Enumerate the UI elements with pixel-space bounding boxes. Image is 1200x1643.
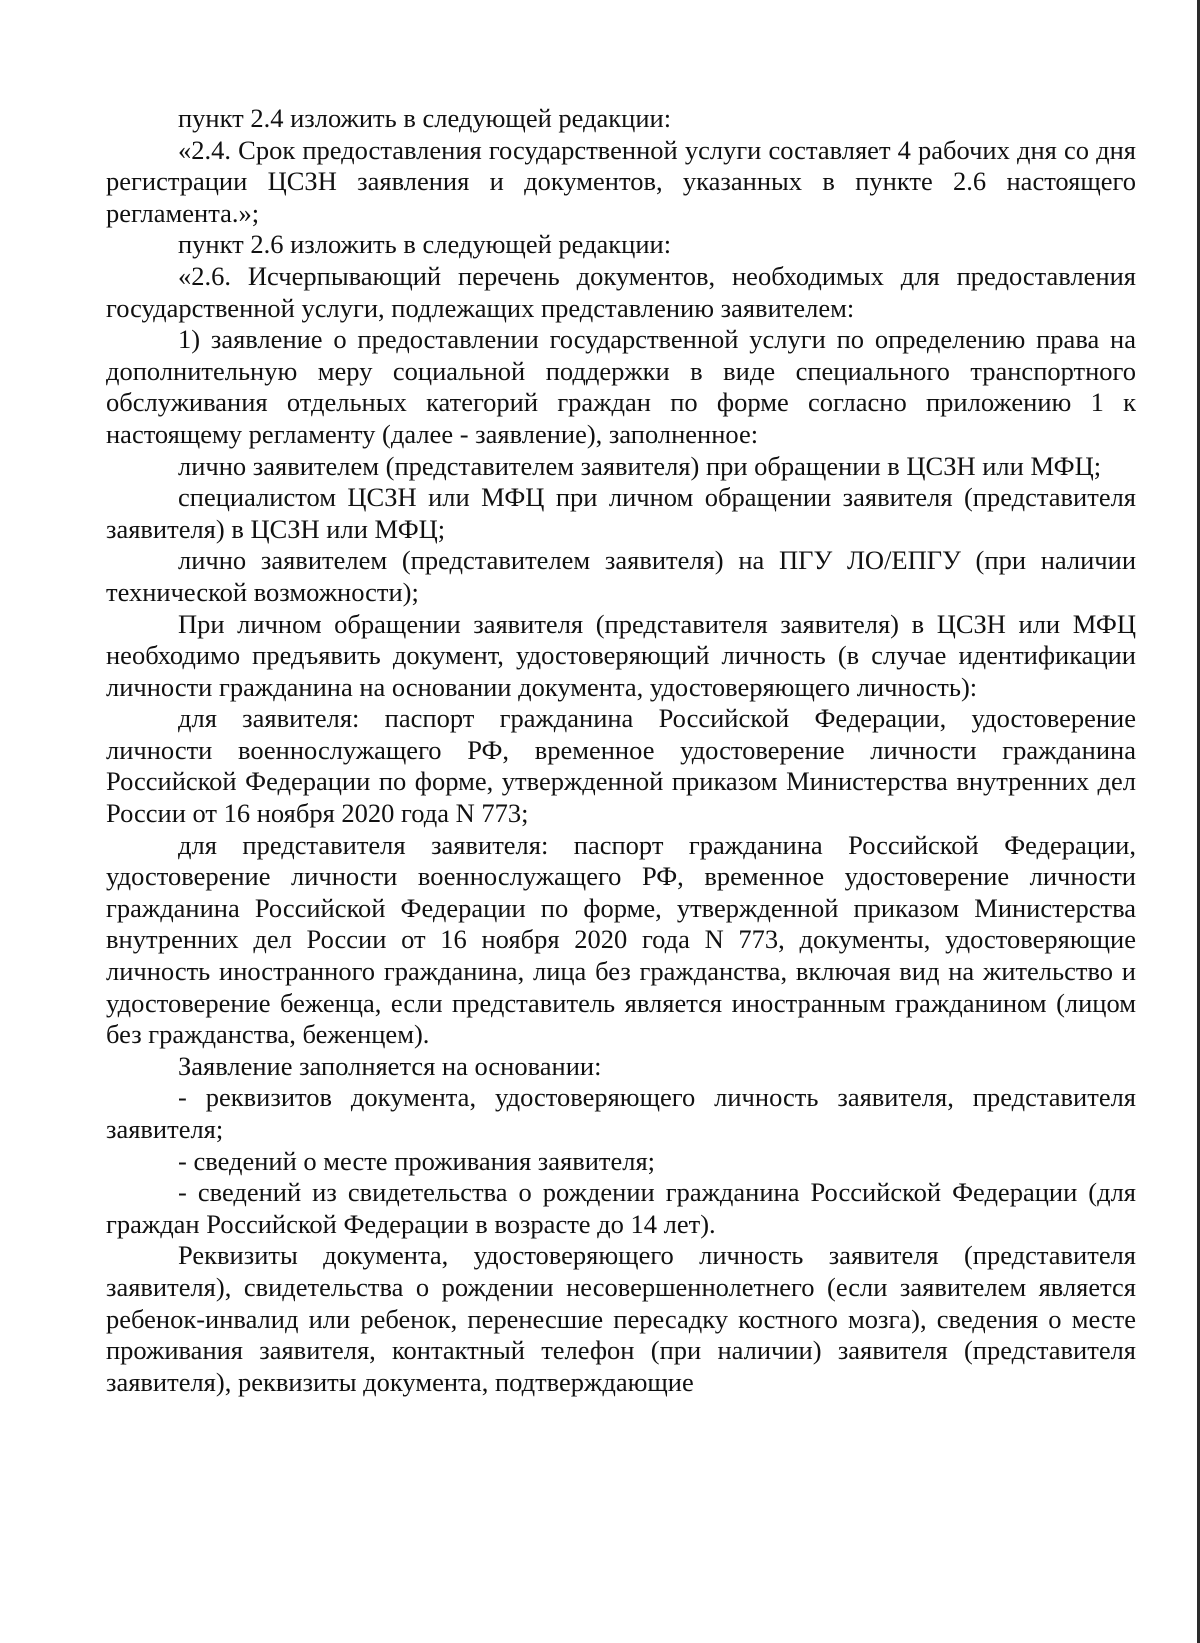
paragraph-application-basis: Заявление заполняется на основании: xyxy=(178,1050,602,1081)
paragraph-filled-by-specialist: специалистом ЦСЗН или МФЦ при личном обращении заявителя (представителя заявителя) в ЦСЗН или МФЦ; xyxy=(106,482,1136,544)
document-body xyxy=(106,103,1136,1398)
paragraph-representative-documents: для представителя заявителя: паспорт гражданина Российской Федерации, удостоверение личности военнослужащего РФ, временное удостоверение личности гражданина Российской Федерации по форме, утвержденной приказом Министерства внутренних дел России от 16 ноября 2020 года N 773, документы, удостоверяющие личность иностранного гражданина, лица без гражданства, включая вид на жительство и удостоверение беженца, если представитель является иностранным гражданином (лицом без гражданства, беженцем). xyxy=(106,829,1136,1050)
paragraph-applicant-documents: для заявителя: паспорт гражданина Российской Федерации, удостоверение личности военнослужащего РФ, временное удостоверение личности гражданина Российской Федерации по форме, утвержденной приказом Министерства внутренних дел России от 16 ноября 2020 года N 773; xyxy=(106,703,1136,829)
paragraph-application: 1) заявление о предоставлении государственной услуги по определению права на дополнительную меру социальной поддержки в виде специального транспортного обслуживания отдельных категорий граждан по форме согласно приложению 1 к настоящему регламенту (далее - заявление), заполненное: xyxy=(106,324,1136,449)
paragraph-requisites: Реквизиты документа, удостоверяющего личность заявителя (представителя заявителя), свидетельства о рождении несовершеннолетнего (если заявителем является ребенок-инвалид или ребенок, перенесшие пересадку костного мозга), сведения о месте проживания заявителя, контактный телефон (при наличии) заявителя (представителя заявителя), реквизиты документа, подтверждающие xyxy=(106,1240,1136,1397)
paragraph-item-2-6-intro: пункт 2.6 изложить в следующей редакции: xyxy=(178,229,672,260)
paragraph-filled-by-applicant: лично заявителем (представителем заявителя) при обращении в ЦСЗН или МФЦ; xyxy=(178,450,1102,481)
paragraph-filled-online: лично заявителем (представителем заявителя) на ПГУ ЛО/ЕПГУ (при наличии технической возможности); xyxy=(106,545,1136,607)
paragraph-basis-residence: - сведений о месте проживания заявителя; xyxy=(178,1145,656,1176)
paragraph-basis-birth-certificate: - сведений из свидетельства о рождении гражданина Российской Федерации (для граждан Российской Федерации в возрасте до 14 лет). xyxy=(106,1177,1136,1239)
paragraph-item-2-4-intro: пункт 2.4 изложить в следующей редакции: xyxy=(178,103,672,133)
paragraph-personal-appeal: При личном обращении заявителя (представителя заявителя) в ЦСЗН или МФЦ необходимо предъявить документ, удостоверяющий личность (в случае идентификации личности гражданина на основании документа, удостоверяющего личность): xyxy=(106,608,1136,702)
paragraph-basis-identity: - реквизитов документа, удостоверяющего личность заявителя, представителя заявителя; xyxy=(106,1082,1136,1144)
paragraph-item-2-6-text: «2.6. Исчерпывающий перечень документов, необходимых для предоставления государственной услуги, подлежащих представлению заявителем: xyxy=(106,260,1136,323)
paragraph-item-2-4-text: «2.4. Срок предоставления государственной услуги составляет 4 рабочих дня со дня регистрации ЦСЗН заявления и документов, указанных в пункте 2.6 настоящего регламента.»; xyxy=(106,134,1136,228)
